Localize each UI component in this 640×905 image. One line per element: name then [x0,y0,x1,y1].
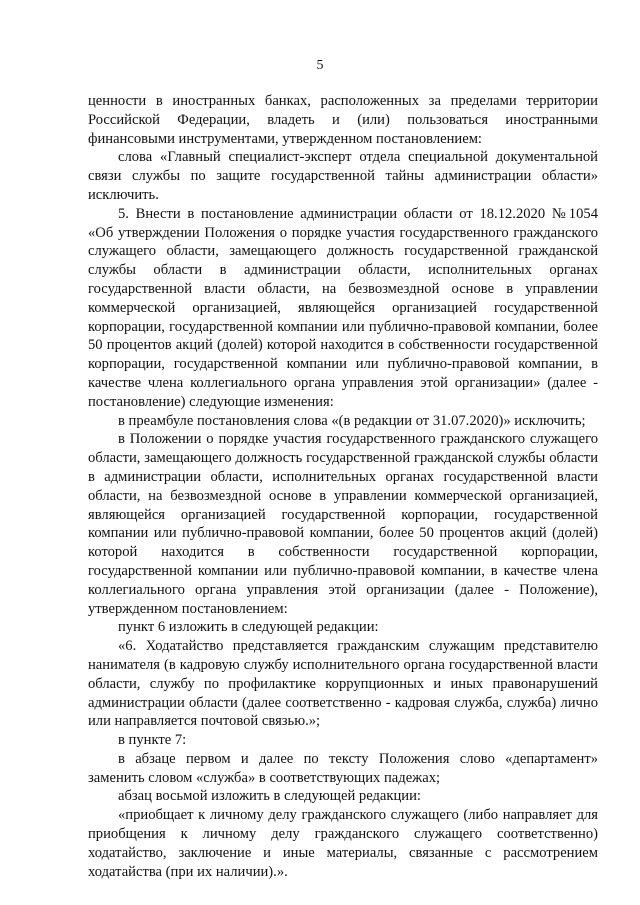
paragraph: в преамбуле постановления слова «(в редакции от 31.07.2020)» исключить; [118,412,586,429]
paragraph: «приобщает к личному делу гражданского служащего (либо направляет для приобщения к личному делу гражданского служащего соответственно) ходатайство, заключение и иные материалы, связанные с рассмотрением ходатайства (при их наличии).». [88,807,598,880]
paragraph: пункт 6 изложить в следующей редакции: [118,619,379,636]
paragraph: в Положении о порядке участия государственного гражданского служащего области, замещающего должность государственной гражданской службы области в администрации области, исполнительных органах государственной власти области, на безвозмездной основе в управлении коммерческой организацией, являющейся организацией государственной корпорации, государственной компании или публично-правовой компании, более 50 процентов акций (долей) которой находится в собственности государственной корпорации, государственной компании или публично-правовой компании, в качестве члена коллегиального органа управления этой организации (далее - Положение), утвержденном постановлением: [88,431,598,617]
paragraph: слова «Главный специалист-эксперт отдела специальной документальной связи службы по защите государственной тайны администрации области» исключить. [88,149,598,203]
document-body [88,92,598,881]
paragraph: 5. Внести в постановление администрации области от 18.12.2020 №1054 «Об утверждении Положения о порядке участия государственного гражданского служащего области, замещающего должность государственной гражданской службы области в администрации области, исполнительных органах государственной власти области, на безвозмездной основе в управлении коммерческой организацией, являющейся организацией государственной корпорации, государственной компании или публично-правовой компании, более 50 процентов акций (долей) которой находится в собственности государственной корпорации, государственной компании или публично-правовой компании, в качестве члена коллегиального органа управления этой организации» (далее - постановление) следующие изменения: [88,205,598,410]
paragraph: «6. Ходатайство представляется гражданским служащим представителю нанимателя (в кадровую службу исполнительного органа государственной власти области, службу по профилактике коррупционных и иных правонарушений администрации области (далее соответственно - кадровая служба, служба) лично или направляется почтовой связью.»; [88,638,598,730]
page-number: 5 [316,58,324,73]
paragraph: в пункте 7: [118,732,187,749]
paragraph: в абзаце первом и далее по тексту Положения слово «департамент» заменить словом «служба» в соответствующих падежах; [88,750,598,786]
paragraph: ценности в иностранных банках, расположенных за пределами территории Российской Федерации, владеть и (или) пользоваться иностранными финансовыми инструментами, утвержденном постановлением: [88,93,598,147]
paragraph: абзац восьмой изложить в следующей редакции: [118,788,421,805]
